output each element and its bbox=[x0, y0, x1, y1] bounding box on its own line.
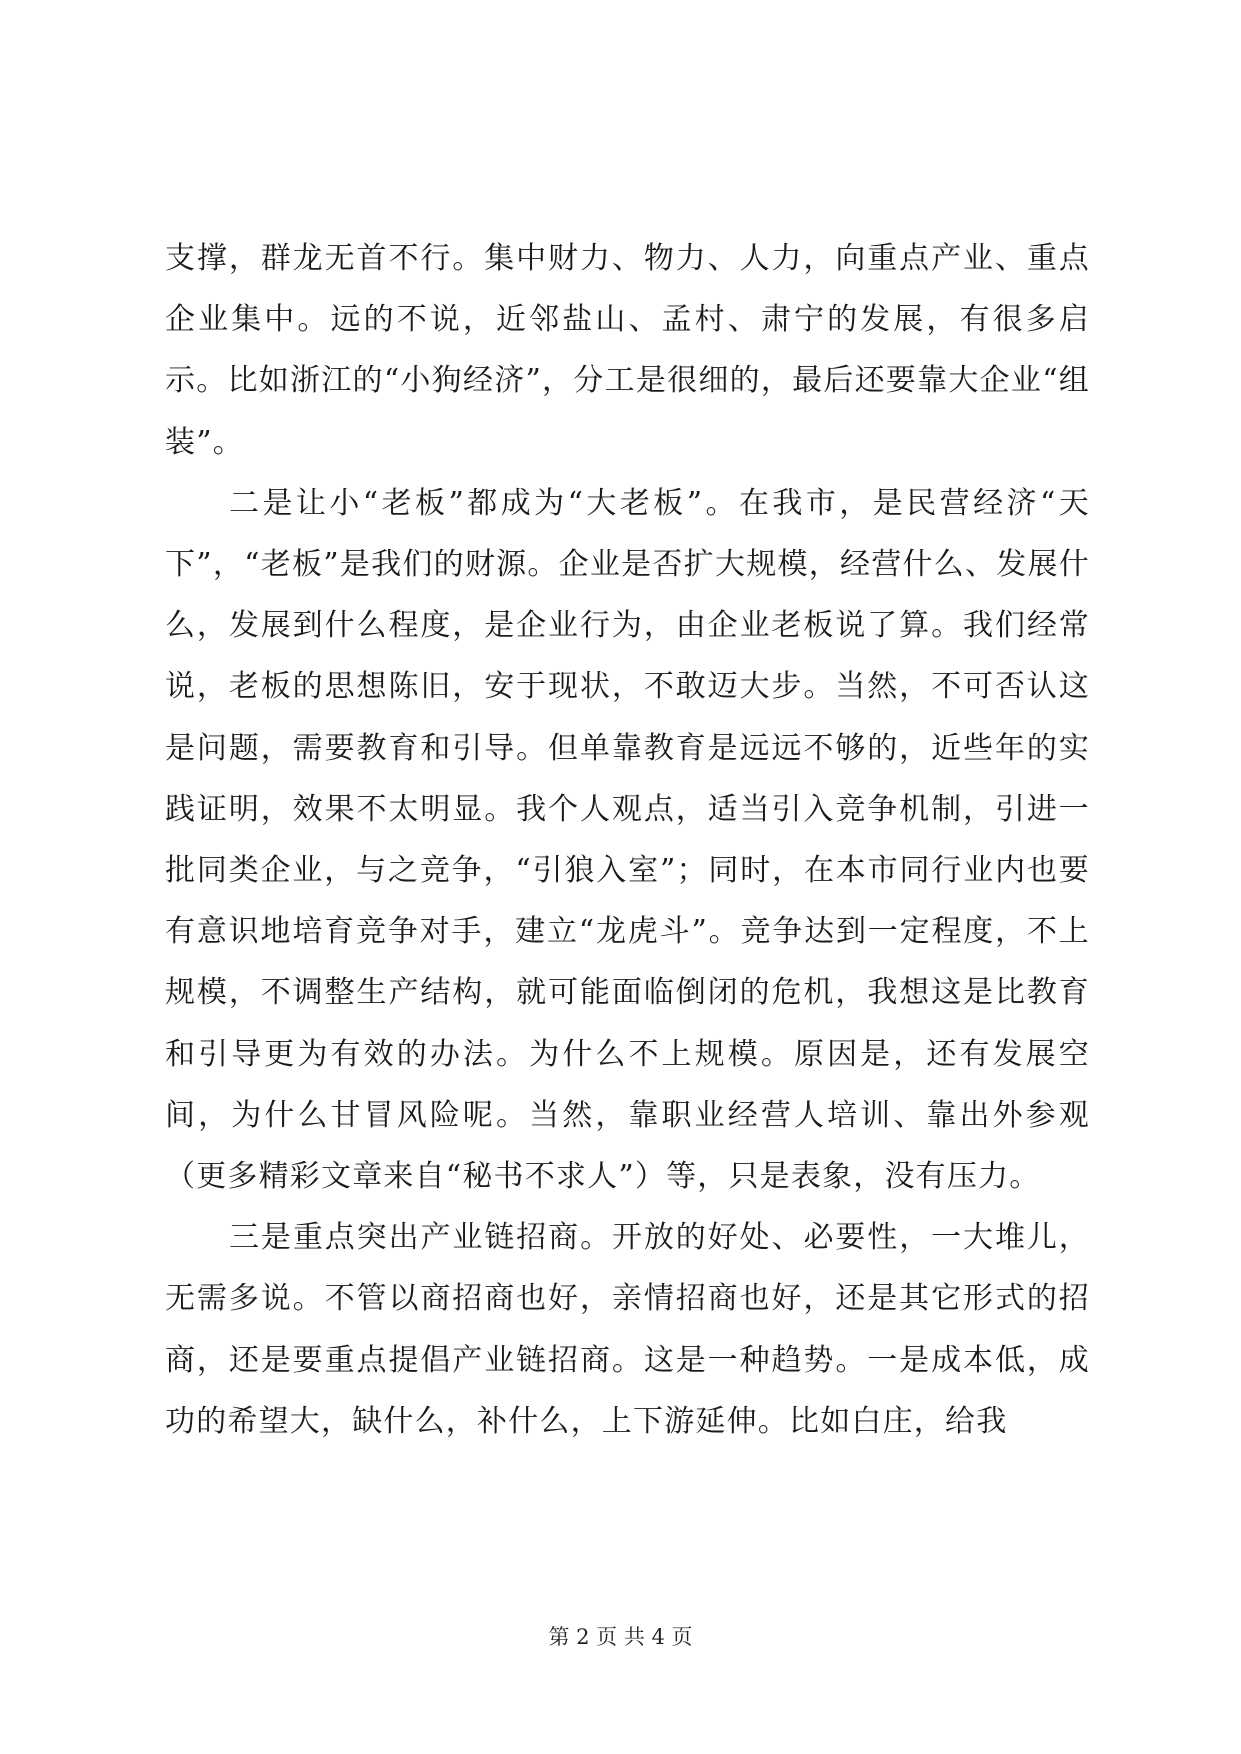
paragraph-1: 支撑，群龙无首不行。集中财力、物力、人力，向重点产业、重点企业集中。远的不说，近邻盐山、孟村、肃宁的发展，有很多启示。比如浙江的“小狗经济”，分工是很细的，最后还要靠大企业“组装”。 bbox=[165, 241, 1090, 460]
body-text bbox=[165, 228, 1090, 1452]
page-footer: 第 2 页 共 4 页 bbox=[548, 1625, 693, 1649]
paragraph-3: 三是重点突出产业链招商。开放的好处、必要性，一大堆儿，无需多说。不管以商招商也好，亲情招商也好，还是其它形式的招商，还是要重点提倡产业链招商。这是一种趋势。一是成本低，成功的希望大，缺什么，补什么，上下游延伸。比如白庄，给我 bbox=[165, 1220, 1090, 1439]
paragraph-2: 二是让小“老板”都成为“大老板”。在我市，是民营经济“天下”，“老板”是我们的财源。企业是否扩大规模，经营什么、发展什么，发展到什么程度，是企业行为，由企业老板说了算。我们经常说，老板的思想陈旧，安于现状，不敢迈大步。当然，不可否认这是问题，需要教育和引导。但单靠教育是远远不够的，近些年的实践证明，效果不太明显。我个人观点，适当引入竞争机制，引进一批同类企业，与之竞争，“引狼入室”；同时，在本市同行业内也要有意识地培育竞争对手，建立“龙虎斗”。竞争达到一定程度，不上规模，不调整生产结构，就可能面临倒闭的危机，我想这是比教育和引导更为有效的办法。为什么不上规模。原因是，还有发展空间，为什么甘冒风险呢。当然，靠职业经营人培训、靠出外参观（更多精彩文章来自“秘书不求人”）等，只是表象，没有压力。 bbox=[165, 485, 1090, 1195]
